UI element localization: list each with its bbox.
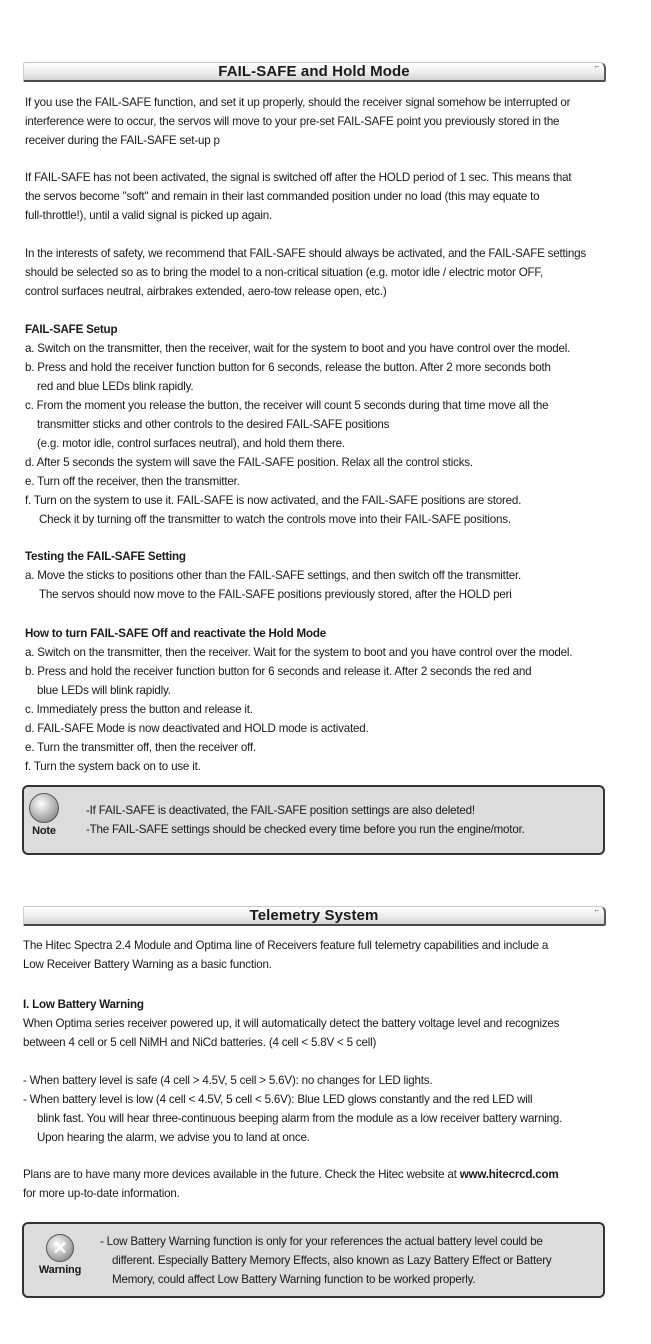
warning-line: different. Especially Battery Memory Effects, also known as Lazy Battery Effect or Battery [112,1254,552,1267]
setup-step: a. Switch on the transmitter, then the receiver, wait for the system to boot and you have control over the model. [25,342,571,355]
battery-level-continuation: Upon hearing the alarm, we advise you to land at once. [37,1131,310,1144]
note-line: -The FAIL-SAFE settings should be checked every time before you run the engine/motor. [86,823,525,836]
off-step-continuation: blue LEDs will blink rapidly. [37,684,171,697]
warning-label: Warning [38,1264,82,1276]
hitec-website-link[interactable]: www.hitecrcd.com [459,1168,559,1181]
text-line: If FAIL-SAFE has not been activated, the signal is switched off after the HOLD period of 1 sec. This means that [25,171,572,184]
plans-line [23,1165,613,1184]
battery-levels-list [23,1071,613,1147]
telemetry-intro-paragraph [23,936,613,974]
note-label: Note [32,825,56,837]
failsafe-setup-section [25,320,615,529]
off-step: f. Turn the system back on to use it. [25,760,201,773]
text-line: should be selected so as to bring the model to a non-critical situation (e.g. motor idle / electric motor OFF, [25,266,544,279]
setup-step: c. From the moment you release the button, the receiver will count 5 seconds during that time move all the [25,399,549,412]
note-text [86,801,525,839]
warning-text [100,1232,552,1289]
warning-box [22,1222,605,1298]
telemetry-section-header [23,906,606,926]
text-line: When Optima series receiver powered up, it will automatically detect the battery voltage level and recognizes [23,1017,560,1030]
testing-step-continuation: The servos should now move to the FAIL-SAFE positions previously stored, after the HOLD peri [39,588,512,601]
off-step: a. Switch on the transmitter, then the receiver. Wait for the system to boot and you have control over the model. [25,646,573,659]
battery-level-continuation: blink fast. You will hear three-continuous beeping alarm from the module as a low receiver battery warning. [37,1112,563,1125]
battery-level-item: - When battery level is safe (4 cell > 4.5V, 5 cell > 5.6V): no changes for LED lights. [23,1074,433,1087]
text-line: full-throttle!), until a valid signal is picked up again. [25,209,273,222]
failsafe-off-section [25,624,615,776]
off-step: e. Turn the transmitter off, then the receiver off. [25,741,257,754]
page-curl-icon: ⌐ [594,906,600,915]
safety-paragraph [25,244,615,301]
failsafe-section-title: FAIL-SAFE and Hold Mode [218,63,410,80]
setup-step-continuation: red and blue LEDs blink rapidly. [37,380,194,393]
battery-level-item: - When battery level is low (4 cell < 4.5V, 5 cell < 5.6V): Blue LED glows constantly and the red LED will [23,1093,533,1106]
setup-step: d. After 5 seconds the system will save the FAIL-SAFE position. Relax all the control sticks. [25,456,473,469]
text-line: The Hitec Spectra 2.4 Module and Optima line of Receivers feature full telemetry capabilities and include a [23,939,549,952]
plans-paragraph [23,1165,613,1203]
setup-step: b. Press and hold the receiver function button for 6 seconds, release the button. After 2 more seconds both [25,361,551,374]
text-line: If you use the FAIL-SAFE function, and set it up properly, should the receiver signal somehow be interrupted or [25,96,571,109]
plans-text: Plans are to have many more devices available in the future. Check the Hitec website at [23,1168,460,1181]
testing-heading: Testing the FAIL-SAFE Setting [25,550,186,563]
telemetry-section-title: Telemetry System [249,907,379,924]
failsafe-off-heading: How to turn FAIL-SAFE Off and reactivate the Hold Mode [25,627,326,640]
warning-x-icon: ✕ [46,1234,74,1262]
failsafe-section-header [23,62,606,82]
text-line: between 4 cell or 5 cell NiMH and NiCd batteries. (4 cell < 5.8V < 5 cell) [23,1036,377,1049]
setup-step-continuation: (e.g. motor idle, control surfaces neutral), and hold them there. [37,437,345,450]
off-step: b. Press and hold the receiver function button for 6 seconds and release it. After 2 seconds the red and [25,665,532,678]
low-battery-heading: I. Low Battery Warning [23,998,144,1011]
text-line: receiver during the FAIL-SAFE set-up p [25,134,220,147]
setup-step-continuation: transmitter sticks and other controls to the desired FAIL-SAFE positions [37,418,390,431]
warning-line: Memory, could affect Low Battery Warning function to be worked properly. [112,1273,476,1286]
text-line: In the interests of safety, we recommend that FAIL-SAFE should always be activated, and the FAIL-SAFE settings [25,247,586,260]
failsafe-setup-heading: FAIL-SAFE Setup [25,323,118,336]
text-line: control surfaces neutral, airbrakes extended, aero-tow release open, etc.) [25,285,387,298]
text-line: for more up-to-date information. [23,1187,180,1200]
note-box [22,785,605,855]
note-icon [29,793,59,823]
warning-line: - Low Battery Warning function is only for your references the actual battery level could be [100,1235,543,1248]
off-step: c. Immediately press the button and release it. [25,703,253,716]
text-line: interference were to occur, the servos will move to your pre-set FAIL-SAFE point you previously stored in the [25,115,560,128]
setup-step-continuation: Check it by turning off the transmitter to watch the controls move into their FAIL-SAFE positions. [39,513,511,526]
hold-paragraph [25,168,615,225]
testing-section [25,547,615,604]
setup-step: f. Turn on the system to use it. FAIL-SAFE is now activated, and the FAIL-SAFE positions are stored. [25,494,522,507]
text-line: the servos become "soft" and remain in their last commanded position under no load (this may equate to [25,190,540,203]
setup-step: e. Turn off the receiver, then the transmitter. [25,475,240,488]
warning-badge [30,1234,90,1286]
low-battery-section [23,995,613,1052]
page-curl-icon: ⌐ [594,62,600,71]
text-line: Low Receiver Battery Warning as a basic function. [23,958,272,971]
note-badge [28,793,60,845]
note-line: -If FAIL-SAFE is deactivated, the FAIL-SAFE position settings are also deleted! [86,804,475,817]
off-step: d. FAIL-SAFE Mode is now deactivated and HOLD mode is activated. [25,722,369,735]
testing-step: a. Move the sticks to positions other than the FAIL-SAFE settings, and then switch off the transmitter. [25,569,522,582]
failsafe-intro-paragraph [25,93,615,150]
